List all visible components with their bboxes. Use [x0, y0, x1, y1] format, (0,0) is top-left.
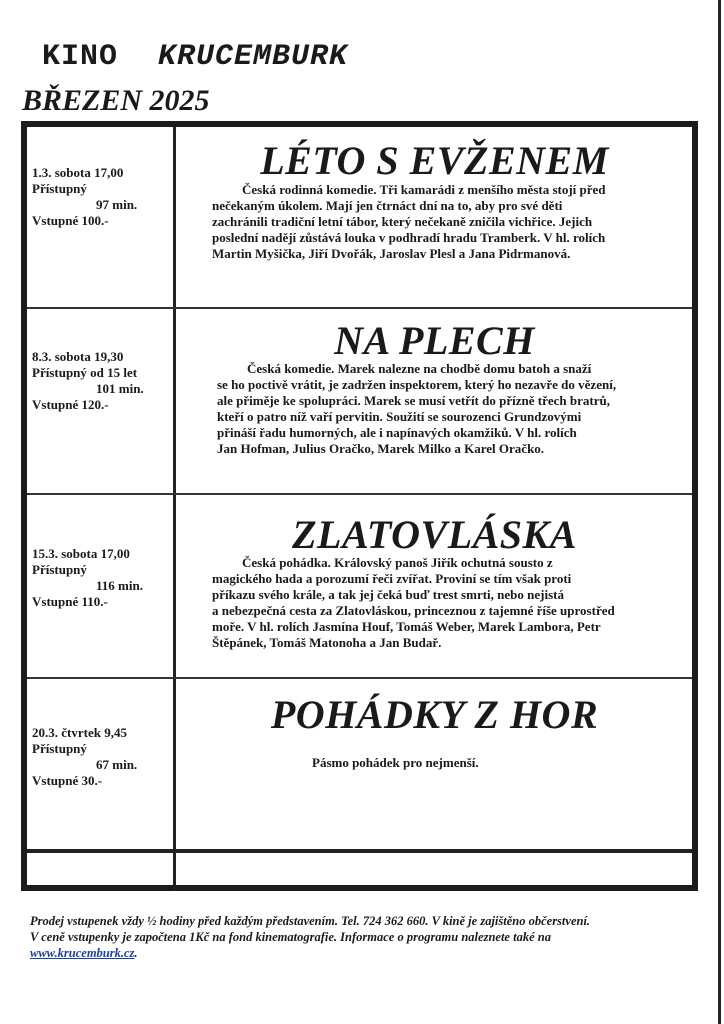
film-description: [212, 182, 606, 262]
description-line: ale přiměje ke spolupráci. Marek se musí vetřít do přízně třech bratrů,: [217, 393, 610, 408]
film-row: [27, 309, 692, 495]
description-line: Štěpánek, Tomáš Matonoha a Jan Budař.: [212, 635, 442, 650]
description-line: Martin Myšička, Jiří Dvořák, Jaroslav Plesl a Jana Pidrmanová.: [212, 246, 571, 261]
description-line: moře. V hl. rolích Jasmína Houf, Tomáš Weber, Marek Lambora, Petr: [212, 619, 601, 634]
description-line: Česká pohádka. Královský panoš Jiřík ochutná sousto z: [242, 555, 553, 570]
website-link[interactable]: www.krucemburk.cz: [30, 946, 135, 960]
film-title: POHÁDKY Z HOR: [270, 692, 599, 737]
film-price: Vstupné 110.-: [32, 594, 108, 609]
film-description: [212, 555, 615, 651]
program-month: BŘEZEN 2025: [22, 84, 210, 117]
description-line: poslední nadějí zůstává louka v podhradí hradu Tramberk. V hl. rolích: [212, 230, 606, 245]
description-line: magického hada a porozumí řeči zvířat. Proviní se tím však proti: [212, 571, 572, 586]
film-duration: 101 min.: [96, 381, 144, 396]
film-title: LÉTO S EVŽENEM: [260, 138, 609, 183]
film-duration: 67 min.: [96, 757, 138, 772]
film-date: 15.3. sobota 17,00: [32, 546, 130, 561]
description-line: přináší řadu humorných, ale i napínavých okamžiků. V hl. rolích: [217, 425, 577, 440]
column-divider: [173, 679, 176, 849]
column-divider: [173, 853, 176, 891]
film-info: [32, 725, 137, 789]
empty-row: [27, 853, 692, 891]
description-line: kteří o patro níž vaří pervitin. Soužití se sourozenci Grundzovými: [217, 409, 582, 424]
column-divider: [173, 495, 176, 677]
film-rating: Přístupný: [32, 741, 87, 756]
program-table: [21, 121, 698, 891]
footer-line-1: Prodej vstupenek vždy ½ hodiny před každým představením. Tel. 724 362 660. V kině je zajištěno občerstvení.: [30, 914, 591, 928]
film-price: Vstupné 30.-: [32, 773, 103, 788]
film-rating: Přístupný od 15 let: [32, 365, 138, 380]
description-line: zachránili tradiční letní tábor, který nečekaně zničila vichřice. Jejich: [212, 214, 593, 229]
column-divider: [173, 127, 176, 307]
film-description: [217, 361, 616, 457]
film-title: ZLATOVLÁSKA: [292, 512, 577, 557]
film-description: [312, 755, 479, 771]
footer-link-suffix: .: [134, 946, 138, 960]
film-info: [32, 546, 143, 610]
film-row: [27, 127, 692, 309]
description-line: Česká rodinná komedie. Tři kamarádi z menšího města stojí před: [242, 182, 606, 197]
film-rating: Přístupný: [32, 181, 87, 196]
film-row: [27, 679, 692, 853]
film-duration: 97 min.: [96, 197, 138, 212]
cinema-town-label: KRUCEMBURK: [158, 40, 349, 74]
film-title: NA PLECH: [334, 318, 535, 363]
description-line: se ho poctivě vrátit, je zadržen inspektorem, který ho nezavře do vězení,: [217, 377, 617, 392]
film-date: 1.3. sobota 17,00: [32, 165, 124, 180]
film-date: 20.3. čtvrtek 9,45: [32, 725, 127, 740]
film-price: Vstupné 120.-: [32, 397, 109, 412]
film-info: [32, 349, 144, 413]
film-price: Vstupné 100.-: [32, 213, 109, 228]
film-rating: Přístupný: [32, 562, 87, 577]
description-line: nečekaným úkolem. Mají jen čtrnáct dní na to, aby pro své děti: [212, 198, 563, 213]
cinema-kino-label: KINO: [42, 40, 119, 74]
description-line: příkazu svého krále, a tak jej čeká buď trest smrti, nebo nejistá: [212, 587, 564, 602]
page-edge-line: [718, 0, 721, 1024]
column-divider: [173, 309, 176, 493]
description-line: Česká komedie. Marek nalezne na chodbě domu batoh a snaží: [247, 361, 592, 376]
cinema-title: [42, 40, 348, 74]
film-date: 8.3. sobota 19,30: [32, 349, 124, 364]
footer-info: [30, 913, 710, 961]
description-line: Jan Hofman, Julius Oračko, Marek Milko a Karel Oračko.: [217, 441, 545, 456]
film-duration: 116 min.: [96, 578, 143, 593]
description-line: Pásmo pohádek pro nejmenší.: [312, 755, 479, 770]
footer-line-2: V ceně vstupenky je započtena 1Kč na fond kinematografie. Informace o programu naleznete také na: [30, 930, 551, 944]
film-info: [32, 165, 137, 229]
description-line: a nebezpečná cesta za Zlatovláskou, princeznou z tajemné říše uprostřed: [212, 603, 615, 618]
film-row: [27, 495, 692, 679]
